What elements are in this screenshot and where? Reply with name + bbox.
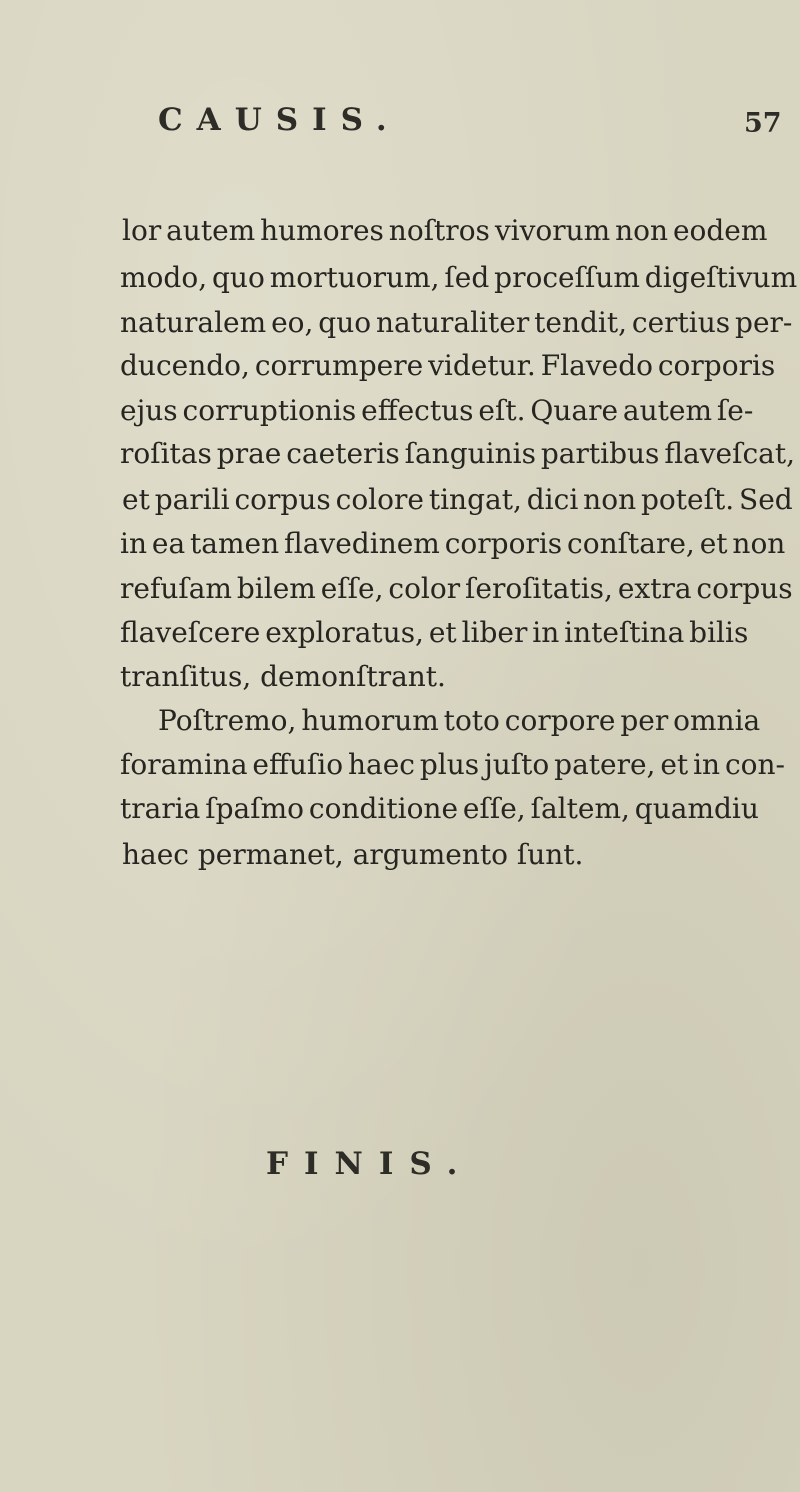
text-line: tranſitus, demonſtrant. bbox=[120, 660, 446, 693]
text-line: refuſam bilem eſſe, color ſeroſitatis, extra corpus bbox=[120, 572, 793, 605]
text-line: ejus corruptionis effectus eſt. Quare autem ſe- bbox=[120, 394, 754, 427]
text-line: haec permanet, argumento ſunt. bbox=[122, 838, 584, 871]
text-line: naturalem eo, quo naturaliter tendit, certius per- bbox=[120, 306, 793, 339]
text-line: flaveſcere exploratus, et liber in inteſtina bilis bbox=[120, 616, 749, 649]
text-line: roſitas prae caeteris ſanguinis partibus flaveſcat, bbox=[120, 437, 795, 470]
running-title: CAUSIS. bbox=[158, 102, 401, 138]
text-line: et parili corpus colore tingat, dici non poteſt. Sed bbox=[122, 483, 793, 516]
page-number: 57 bbox=[744, 108, 782, 139]
text-line: foramina effuſio haec plus juſto patere, et in con- bbox=[120, 748, 785, 781]
text-line: modo, quo mortuorum, ſed proceſſum digeſtivum bbox=[120, 261, 798, 294]
finis-heading: FINIS. bbox=[266, 1146, 474, 1182]
text-line: traria ſpaſmo conditione eſſe, ſaltem, quamdiu bbox=[120, 792, 759, 825]
text-line: lor autem humores noſtros vivorum non eodem bbox=[122, 214, 768, 247]
text-line: in ea tamen flavedinem corporis conſtare, et non bbox=[120, 527, 786, 560]
text-line: ducendo, corrumpere videtur. Flavedo corporis bbox=[120, 349, 776, 382]
text-line: Poſtremo, humorum toto corpore per omnia bbox=[158, 704, 761, 737]
